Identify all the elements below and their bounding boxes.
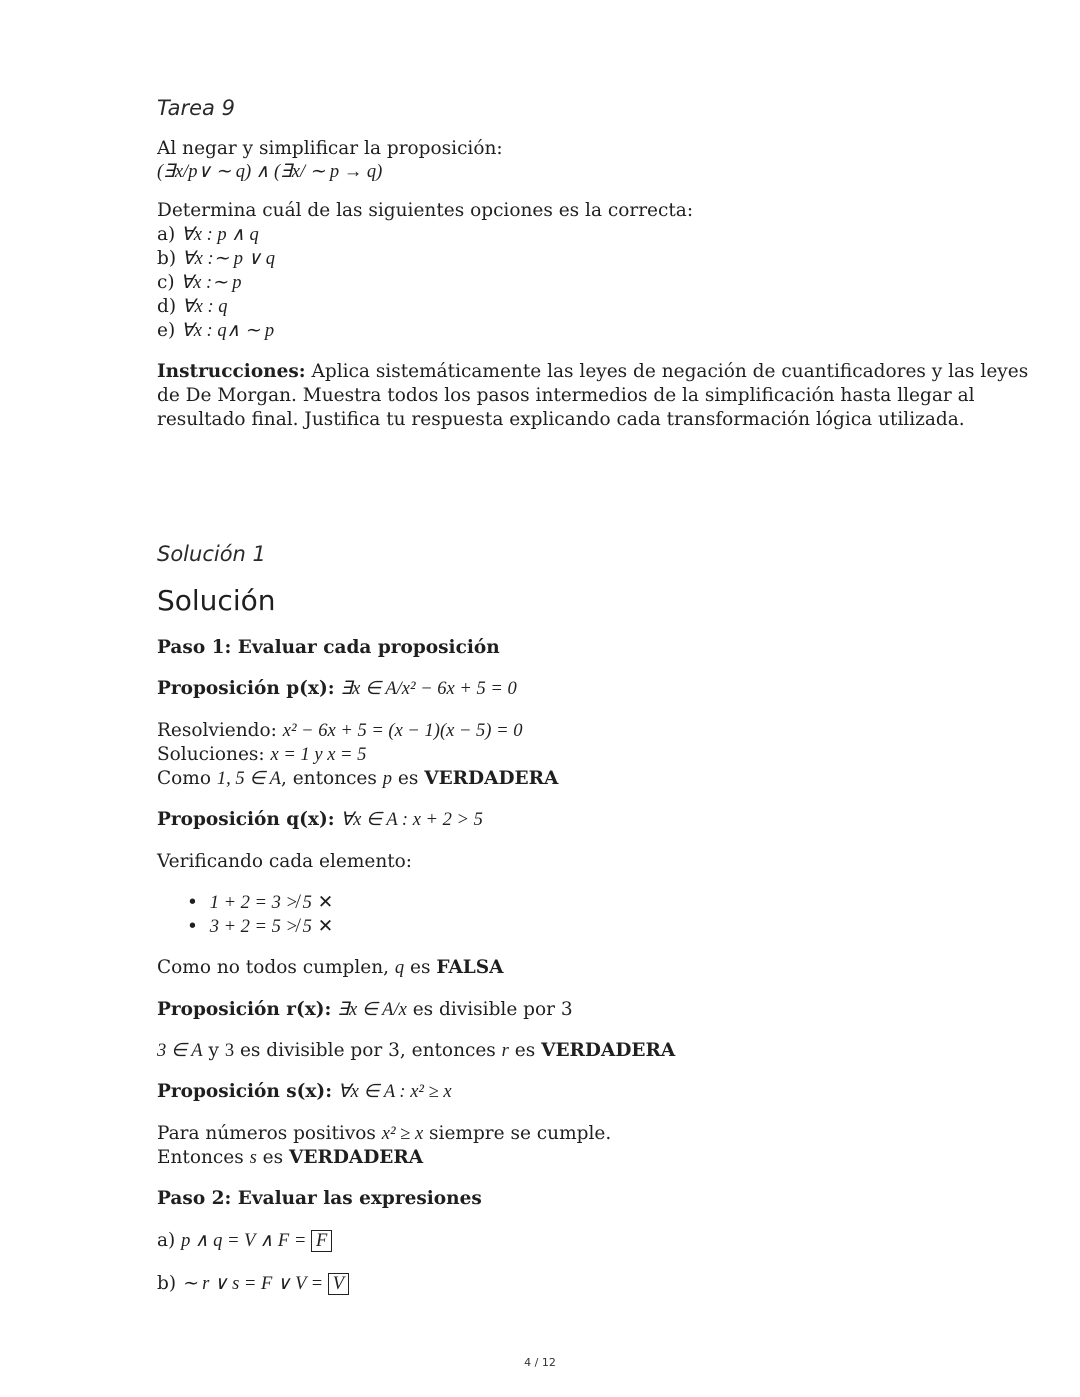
task-intro: Al negar y simplificar la proposición: — [157, 138, 503, 159]
boxed-result: V — [328, 1273, 349, 1295]
boxed-result: F — [311, 1230, 332, 1252]
q-conclusion-line: Como no todos cumplen, q es FALSA — [157, 957, 504, 978]
cross-icon: ✕ — [317, 892, 334, 913]
cross-icon: ✕ — [317, 916, 334, 937]
eval-a-line: a) p ∧ q = V ∧ F = F — [157, 1229, 332, 1253]
q-verify-line: Verificando cada elemento: — [157, 851, 413, 872]
prop-p-line: Proposición p(x): ∃x ∈ A/x² − 6x + 5 = 0 — [157, 678, 517, 699]
task-proposition: (∃x/p∨ ∼ q) ∧ (∃x/ ∼ p → q) — [157, 162, 383, 182]
option-d: d) ∀x : q — [157, 296, 228, 317]
p-solutions-line: Soluciones: x = 1 y x = 5 — [157, 744, 367, 765]
option-b: b) ∀x :∼ p ∨ q — [157, 248, 276, 269]
step1-heading: Paso 1: Evaluar cada proposición — [157, 637, 500, 658]
prop-r-line: Proposición r(x): ∃x ∈ A/x es divisible por 3 — [157, 999, 573, 1020]
p-solve-line: Resolviendo: x² − 6x + 5 = (x − 1)(x − 5) = 0 — [157, 720, 523, 741]
instructions-label: Instrucciones: — [157, 361, 306, 382]
option-c: c) ∀x :∼ p — [157, 272, 242, 293]
list-item: • 3 + 2 = 5 ≯ 5 ✕ — [187, 916, 334, 937]
s-conclusion-line: Entonces s es VERDADERA — [157, 1147, 424, 1168]
instructions-line-1: Instrucciones: Aplica sistemáticamente las leyes de negación de cuantificadores y las leyes — [157, 361, 1029, 382]
prop-q-line: Proposición q(x): ∀x ∈ A : x + 2 > 5 — [157, 809, 483, 830]
option-e: e) ∀x : q∧ ∼ p — [157, 320, 275, 341]
eval-b-line: b) ∼ r ∨ s = F ∨ V = V — [157, 1272, 349, 1296]
page-number: 4 / 12 — [524, 1356, 556, 1369]
list-item: • 1 + 2 = 3 ≯ 5 ✕ — [187, 892, 334, 913]
prop-s-line: Proposición s(x): ∀x ∈ A : x² ≥ x — [157, 1081, 452, 1102]
option-a: a) ∀x : p ∧ q — [157, 224, 259, 245]
solution-label: Solución 1 — [157, 542, 266, 566]
task-title: Tarea 9 — [157, 96, 235, 120]
p-conclusion-line: Como 1, 5 ∈ A, entonces p es VERDADERA — [157, 768, 559, 789]
step2-heading: Paso 2: Evaluar las expresiones — [157, 1188, 482, 1209]
solution-title: Solución — [157, 584, 276, 617]
s-positive-line: Para números positivos x² ≥ x siempre se cumple. — [157, 1123, 612, 1144]
r-conclusion-line: 3 ∈ A y 3 es divisible por 3, entonces r es VERDADERA — [157, 1040, 676, 1061]
instructions-line-3: resultado final. Justifica tu respuesta explicando cada transformación lógica utilizada. — [157, 409, 965, 430]
task-question: Determina cuál de las siguientes opciones es la correcta: — [157, 200, 694, 221]
instructions-line-2: de De Morgan. Muestra todos los pasos intermedios de la simplificación hasta llegar al — [157, 385, 975, 406]
